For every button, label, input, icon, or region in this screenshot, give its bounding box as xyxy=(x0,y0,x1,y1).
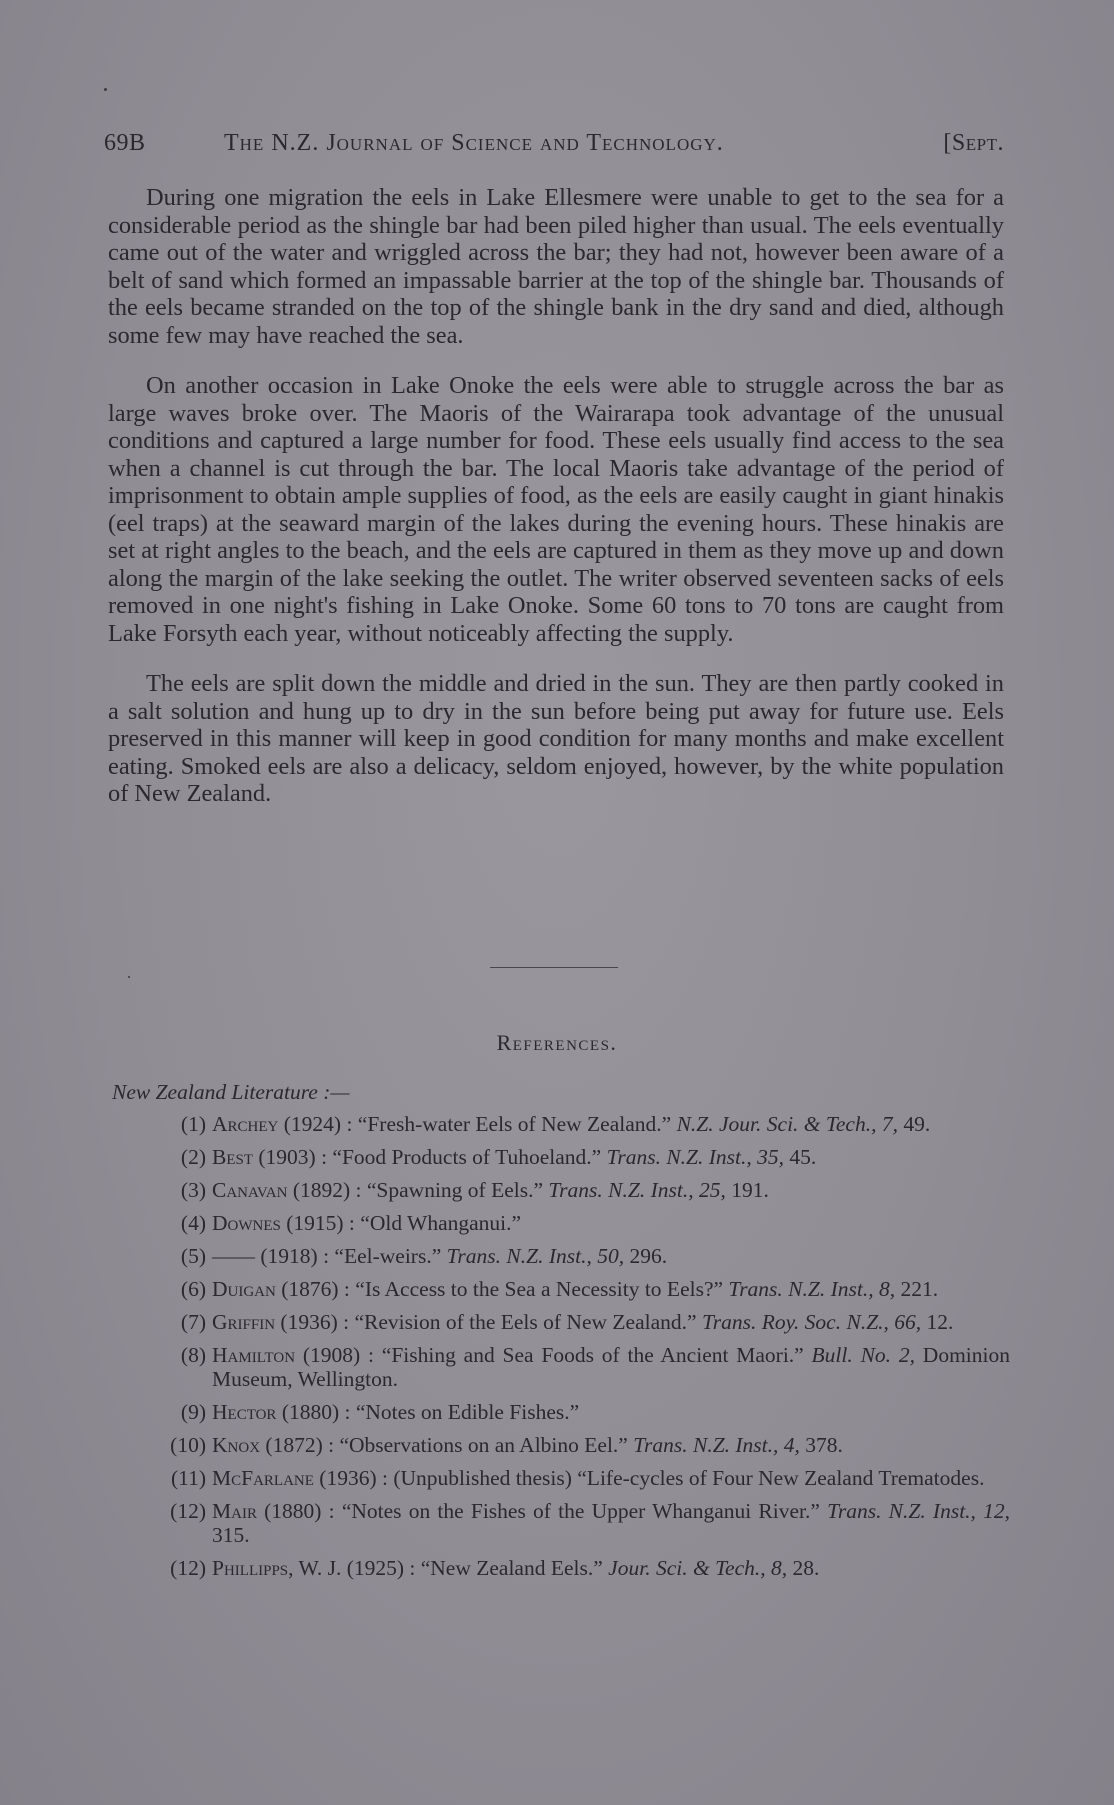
reference-author: —— xyxy=(212,1244,255,1268)
reference-text: (1880) : “Notes on the Fishes of the Upper Whanganui River.” xyxy=(256,1499,828,1523)
reference-source: Trans. N.Z. Inst., 50, xyxy=(446,1244,625,1268)
reference-source: N.Z. Jour. Sci. & Tech., 7, xyxy=(676,1112,898,1136)
reference-tail: 221. xyxy=(895,1277,939,1301)
reference-item xyxy=(140,1556,1010,1580)
reference-source: Trans. N.Z. Inst., 35, xyxy=(606,1145,784,1169)
reference-number: (10) xyxy=(170,1433,206,1457)
reference-tail: 191. xyxy=(725,1178,769,1202)
reference-tail: 49. xyxy=(897,1112,931,1136)
reference-tail: 28. xyxy=(787,1556,820,1580)
reference-item xyxy=(140,1310,1010,1334)
reference-item xyxy=(140,1277,1010,1301)
reference-author: Duigan xyxy=(212,1277,276,1301)
reference-item xyxy=(140,1112,1010,1136)
paragraph-3: The eels are split down the middle and dried in the sun. They are then partly cooked in a salt solution and hung up to dry in the sun before being put away for future use. Eels preserved in this manner will keep in good condition for many months and make excellent eating. Smoked eels are also a delicacy, seldom enjoyed, however, by the white population of New Zealand. xyxy=(108,670,1004,807)
reference-number: (8) xyxy=(180,1343,206,1367)
scan-speck xyxy=(128,976,130,978)
reference-author: Hector xyxy=(212,1400,277,1424)
reference-item xyxy=(140,1211,1010,1235)
reference-author: Best xyxy=(212,1145,254,1169)
reference-text: (1880) : “Notes on Edible Fishes.” xyxy=(276,1400,580,1424)
running-header xyxy=(104,130,1004,162)
reference-item xyxy=(140,1433,1010,1457)
section-divider xyxy=(490,967,618,968)
reference-tail: 315. xyxy=(212,1523,250,1547)
reference-number: (11) xyxy=(170,1466,206,1490)
reference-item xyxy=(140,1466,1010,1490)
reference-list xyxy=(140,1112,1010,1589)
paragraph-2: On another occasion in Lake Onoke the eels were able to struggle across the bar as large waves broke over. The Maoris of the Wairarapa took advantage of the unusual conditions and captured a large number for food. These eels usually find access to the sea when a channel is cut through the bar. The local Maoris take advantage of the period of imprisonment to obtain ample supplies of food, as the eels are easily caught in giant hinakis (eel traps) at the seaward margin of the lakes during the evening hours. These hinakis are set at right angles to the beach, and the eels are captured in them as they move up and down along the margin of the lake seeking the outlet. The writer observed seventeen sacks of eels removed in one night's fishing in Lake Onoke. Some 60 tons to 70 tons are caught from Lake Forsyth each year, without noticeably affecting the supply. xyxy=(108,372,1004,647)
reference-number: (9) xyxy=(180,1400,206,1424)
reference-author: Hamilton xyxy=(212,1343,296,1367)
reference-item xyxy=(140,1178,1010,1202)
reference-author: Griffin xyxy=(212,1310,276,1334)
reference-number: (6) xyxy=(180,1277,206,1301)
reference-author: Downes xyxy=(212,1211,281,1235)
reference-source: Trans. N.Z. Inst., 12, xyxy=(827,1499,1010,1523)
reference-tail: 12. xyxy=(921,1310,954,1334)
reference-item xyxy=(140,1343,1010,1391)
reference-tail: 378. xyxy=(799,1433,843,1457)
reference-item xyxy=(140,1244,1010,1268)
reference-source: Jour. Sci. & Tech., 8, xyxy=(608,1556,788,1580)
reference-tail: Dominion Museum, Wellington. xyxy=(212,1343,1010,1391)
reference-text: (1924) : “Fresh-water Eels of New Zealand.” xyxy=(278,1112,677,1136)
reference-item xyxy=(140,1499,1010,1547)
reference-text: (1892) : “Spawning of Eels.” xyxy=(287,1178,549,1202)
scan-speck xyxy=(104,88,107,91)
reference-text: (1936) : (Unpublished thesis) “Life-cycles of Four New Zealand Trematodes. xyxy=(313,1466,985,1490)
reference-author: Canavan xyxy=(212,1178,288,1202)
reference-source: Trans. N.Z. Inst., 8, xyxy=(728,1277,896,1301)
reference-text: (1908) : “Fishing and Sea Foods of the Ancient Maori.” xyxy=(295,1343,812,1367)
reference-item xyxy=(140,1400,1010,1424)
reference-author: Archey xyxy=(212,1112,279,1136)
reference-source: Trans. N.Z. Inst., 4, xyxy=(633,1433,800,1457)
reference-text: (1918) : “Eel-weirs.” xyxy=(255,1244,447,1268)
reference-number: (12) xyxy=(170,1556,206,1580)
reference-author: Phillipps xyxy=(212,1556,289,1580)
reference-number: (5) xyxy=(180,1244,206,1268)
reference-text: (1903) : “Food Products of Tuhoeland.” xyxy=(253,1145,607,1169)
references-heading: References. xyxy=(496,1030,618,1055)
issue-month: [Sept. xyxy=(943,130,1004,156)
reference-number: (3) xyxy=(180,1178,206,1202)
reference-author: McFarlane xyxy=(212,1466,314,1490)
paragraph-1: During one migration the eels in Lake Ellesmere were unable to get to the sea for a considerable period as the shingle bar had been piled higher than usual. The eels eventually came out of the water and wriggled across the bar; they had not, however been aware of a belt of sand which formed an impassable barrier at the top of the shingle bar. Thousands of the eels became stranded on the top of the shingle bank in the dry sand and died, although some few may have reached the sea. xyxy=(108,184,1004,349)
reference-source: Trans. N.Z. Inst., 25, xyxy=(548,1178,726,1202)
reference-source: Trans. Roy. Soc. N.Z., 66, xyxy=(701,1310,922,1334)
reference-number: (1) xyxy=(180,1112,206,1136)
reference-number: (4) xyxy=(180,1211,206,1235)
article-body xyxy=(108,184,1004,831)
reference-number: (12) xyxy=(170,1499,206,1523)
reference-source: Bull. No. 2, xyxy=(811,1343,915,1367)
reference-number: (7) xyxy=(180,1310,206,1334)
reference-tail: 45. xyxy=(784,1145,817,1169)
reference-item xyxy=(140,1145,1010,1169)
reference-number: (2) xyxy=(180,1145,206,1169)
journal-title: The N.Z. Journal of Science and Technology. xyxy=(224,130,724,156)
reference-text: (1915) : “Old Whanganui.” xyxy=(280,1211,522,1235)
references-subheading: New Zealand Literature :— xyxy=(112,1080,350,1104)
reference-author: Mair xyxy=(212,1499,257,1523)
reference-author: Knox xyxy=(212,1433,261,1457)
reference-text: , W. J. (1925) : “New Zealand Eels.” xyxy=(288,1556,609,1580)
reference-text: (1936) : “Revision of the Eels of New Zealand.” xyxy=(275,1310,702,1334)
page-number: 69B xyxy=(104,130,146,156)
reference-text: (1876) : “Is Access to the Sea a Necessity to Eels?” xyxy=(275,1277,729,1301)
reference-text: (1872) : “Observations on an Albino Eel.” xyxy=(260,1433,634,1457)
reference-tail: 296. xyxy=(624,1244,668,1268)
